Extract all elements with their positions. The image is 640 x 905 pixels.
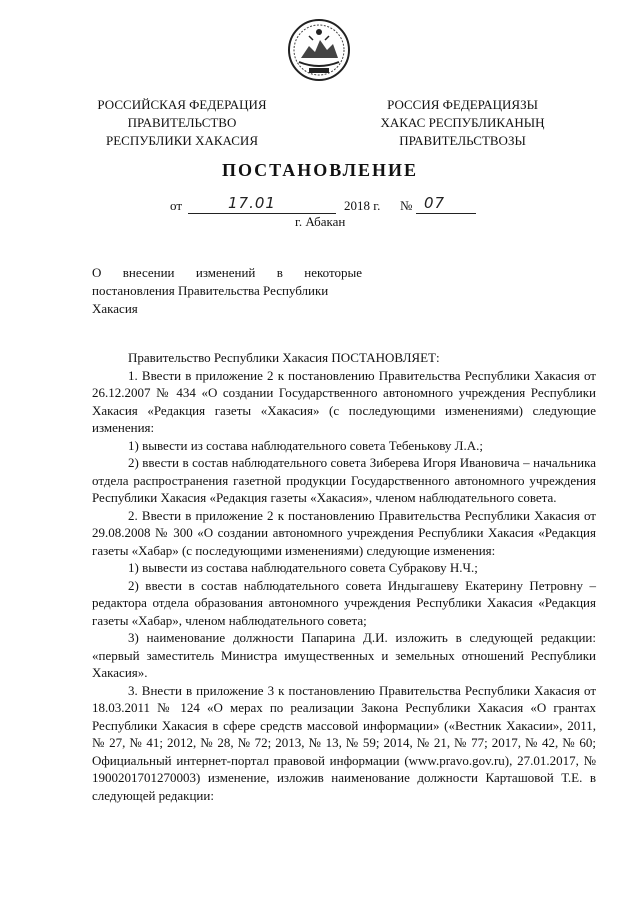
handwritten-date: 17.01 [228,194,276,212]
header-left-block [82,96,282,150]
header-left-line: ПРАВИТЕЛЬСТВО [127,115,237,130]
header-left-line: РОССИЙСКАЯ ФЕДЕРАЦИЯ [97,97,267,112]
body-paragraph: 1) вывести из состава наблюдательного совета Тебенькову Л.А.; [128,437,483,453]
header-left-line: РЕСПУБЛИКИ ХАКАСИЯ [105,133,258,148]
subject-line: О внесении изменений в некоторые [92,265,362,280]
document-body [92,349,596,804]
document-title: ПОСТАНОВЛЕНИЕ [221,160,419,180]
header-right-line: ПРАВИТЕЛЬСТВОЗЫ [399,133,526,148]
header-right-block [365,96,560,150]
coat-of-arms-emblem [287,18,351,82]
body-paragraph: 2. Ввести в приложение 2 к постановлению Правительства Республики Хакасия от 29.08.2008 № 300 «О создании автономного учреждения Республики Хакасия «Редакция газеты «Хабар» (с последующими изменениями) следующие изменения: [92,507,596,558]
body-paragraph: 1. Ввести в приложение 2 к постановлению Правительства Республики Хакасия от 26.12.2007 № 434 «О создании Государственного автономного учреждения Республики Хакасия «Редакция газеты «Хакасия» (с последующими изменениями) следующие изменения: [92,367,596,435]
header-right-line: ХАКАС РЕСПУБЛИКАНЫҢ [380,115,545,130]
subject-block [92,264,362,318]
date-from-label: от [170,198,183,213]
body-paragraph: 2) ввести в состав наблюдательного совета Индыгашеву Екатерину Петровну – редактора отдела образования автономного учреждения Республики Хакасия «Редакция газеты «Хабар», членом наблюдательного совета; [92,577,596,628]
city-label: г. Абакан [295,214,346,229]
year-label: 2018 г. [344,198,381,213]
body-paragraph: 2) ввести в состав наблюдательного совета Зиберева Игоря Ивановича – начальника отдела распространения газетной продукции Государственного автономного учреждения Республики Хакасия «Редакция газеты «Хакасия», членом наблюдательного совета. [92,455,596,505]
body-paragraph: Правительство Республики Хакасия ПОСТАНОВЛЯЕТ: [128,350,440,365]
handwritten-number: 07 [424,194,446,212]
subject-line: постановления Правительства Республики [92,283,329,298]
subject-line: Хакасия [92,301,138,316]
number-label: № [400,198,413,213]
body-paragraph: 3) наименование должности Папарина Д.И. изложить в следующей редакции: «первый заместитель Министра имущественных и земельных отношений Республики Хакасия». [92,630,596,680]
number-underline [416,213,476,214]
header-right-line: РОССИЯ ФЕДЕРАЦИЯЗЫ [387,97,538,112]
body-paragraph: 1) вывести из состава наблюдательного совета Субракову Н.Ч.; [128,560,478,575]
body-paragraph: 3. Внести в приложение 3 к постановлению Правительства Республики Хакасия от 18.03.2011 № 124 «О мерах по реализации Закона Республики Хакасия «О грантах Республики Хакасия в сфере средств массовой информации» («Вестник Хакасии», 2011, № 27, № 41; 2012, № 28, № 72; 2013, № 13, № 59; 2014, № 21, № 77; 2017, № 42, № 60; Официальный интернет-портал правовой информации (www.pravo.gov.ru), 27.01.2017, № 1900201701270003) изменение, изложив наименование должности Карташовой Т.Е. в следующей редакции: [92,682,596,803]
